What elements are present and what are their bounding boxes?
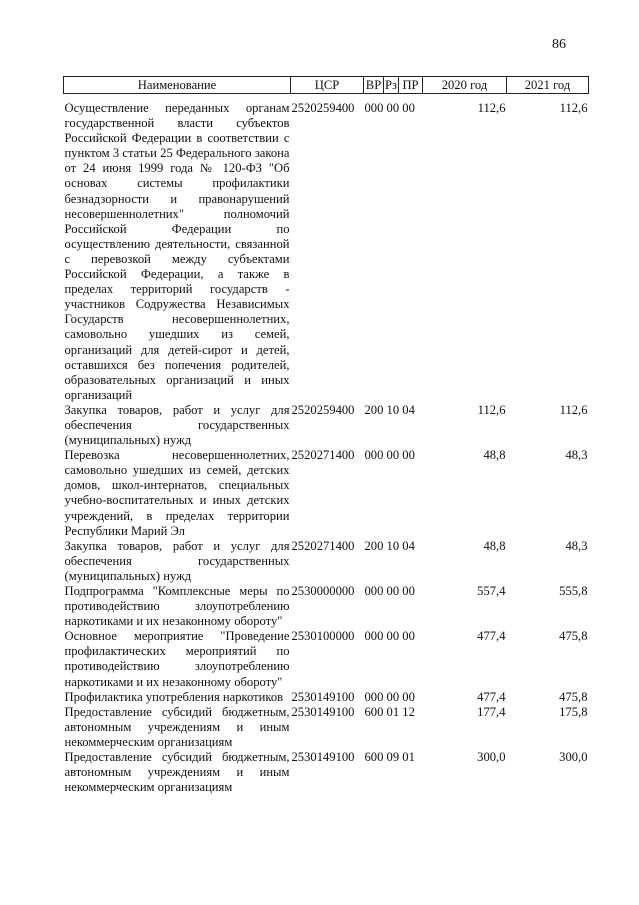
row-name: Предоставление субсидий бюджетным, автономным учреждениям и иным некоммерческим организациям: [64, 750, 290, 795]
row-value-2021: 475,8: [559, 689, 588, 704]
row-name: Перевозка несовершеннолетних, самовольно ушедших из семей, детских домов, школ-интернатов, специальных учебно-воспитательных и иных детских учреждений, в пределах территории Республики Марий Эл: [64, 448, 290, 538]
header-name: Наименование: [64, 77, 291, 94]
row-vr-rz-pr: 000 00 00: [364, 584, 415, 598]
row-value-2021: 175,8: [559, 704, 588, 719]
row-name: Основное мероприятие "Проведение профилактических мероприятий по противодействию злоупотреблению наркотиками и их незаконному обороту": [64, 629, 290, 689]
header-2021: 2021 год: [507, 77, 589, 94]
row-value-2021: 475,8: [559, 629, 588, 644]
row-value-2020: 48,8: [483, 538, 506, 553]
row-value-2020: 112,6: [477, 101, 506, 115]
row-value-2020: 477,4: [477, 689, 506, 704]
header-pr: ПР: [399, 77, 423, 94]
header-vr: ВР: [364, 77, 384, 94]
budget-table: [63, 76, 589, 795]
row-csr: 2530100000: [291, 629, 355, 644]
row-vr-rz-pr: 000 00 00: [364, 629, 415, 644]
table-header-row: [64, 77, 589, 94]
header-csr: ЦСР: [291, 77, 364, 94]
page-number: 86: [552, 37, 566, 52]
table-row: [64, 448, 589, 539]
row-name: Профилактика употребления наркотиков: [64, 689, 284, 704]
table-row: [64, 629, 589, 689]
row-value-2020: 300,0: [477, 750, 506, 765]
row-csr: 2530149100: [291, 704, 355, 719]
table-row: [64, 539, 589, 584]
row-vr-rz-pr: 000 00 00: [364, 689, 415, 704]
row-name: Подпрограмма "Комплексные меры по противодействию злоупотреблению наркотиками и их незаконному обороту": [64, 584, 290, 629]
row-csr: 2520259400: [291, 402, 355, 417]
row-vr-rz-pr: 200 10 04: [364, 538, 415, 553]
table-row: [64, 750, 589, 795]
row-csr: 2520271400: [291, 448, 355, 463]
row-value-2020: 477,4: [477, 629, 506, 644]
row-csr: 2530000000: [291, 584, 355, 598]
row-value-2021: 300,0: [559, 750, 588, 765]
table-row: [64, 584, 589, 629]
table-row: [64, 705, 589, 750]
row-value-2020: 48,8: [483, 448, 506, 463]
row-name: Закупка товаров, работ и услуг для обеспечения государственных (муниципальных) нужд: [64, 538, 290, 583]
row-value-2020: 177,4: [477, 704, 506, 719]
row-csr: 2520271400: [291, 538, 355, 553]
table-row: [64, 403, 589, 448]
row-csr: 2530149100: [291, 750, 355, 765]
row-value-2021: 112,6: [559, 101, 588, 115]
row-vr-rz-pr: 200 10 04: [364, 402, 415, 417]
row-name: Предоставление субсидий бюджетным, автономным учреждениям и иным некоммерческим организациям: [64, 704, 290, 749]
row-vr-rz-pr: 000 00 00: [364, 101, 415, 115]
row-vr-rz-pr: 600 01 12: [364, 704, 415, 719]
row-value-2020: 112,6: [477, 402, 506, 417]
header-2020: 2020 год: [423, 77, 507, 94]
row-vr-rz-pr: 000 00 00: [364, 448, 415, 463]
row-value-2021: 112,6: [559, 402, 588, 417]
row-value-2020: 557,4: [477, 584, 506, 598]
row-csr: 2520259400: [291, 101, 355, 115]
row-value-2021: 48,3: [565, 448, 588, 463]
row-value-2021: 48,3: [565, 538, 588, 553]
row-csr: 2530149100: [291, 689, 355, 704]
table-row: [64, 94, 589, 403]
row-name: Осуществление переданных органам государственной власти субъектов Российской Федерации в соответствии с пунктом 3 статьи 25 Федерального закона от 24 июня 1999 года № 120-ФЗ "Об основах системы профилактики безнадзорности и правонарушений несовершеннолетних" полномочий Российской Федерации по осуществлению деятельности, связанной с перевозкой между субъектами Российской Федерации, а также в пределах территорий государств - участников Содружества Независимых Государств несовершеннолетних, самовольно ушедших из семей, организаций для детей-сирот и детей, оставшихся без попечения родителей, образовательных организаций и иных организаций: [64, 101, 290, 402]
row-vr-rz-pr: 600 09 01: [364, 750, 415, 765]
header-rz: Рз: [385, 77, 397, 92]
row-value-2021: 555,8: [559, 584, 588, 598]
table-row: [64, 690, 589, 705]
row-name: Закупка товаров, работ и услуг для обеспечения государственных (муниципальных) нужд: [64, 402, 290, 448]
